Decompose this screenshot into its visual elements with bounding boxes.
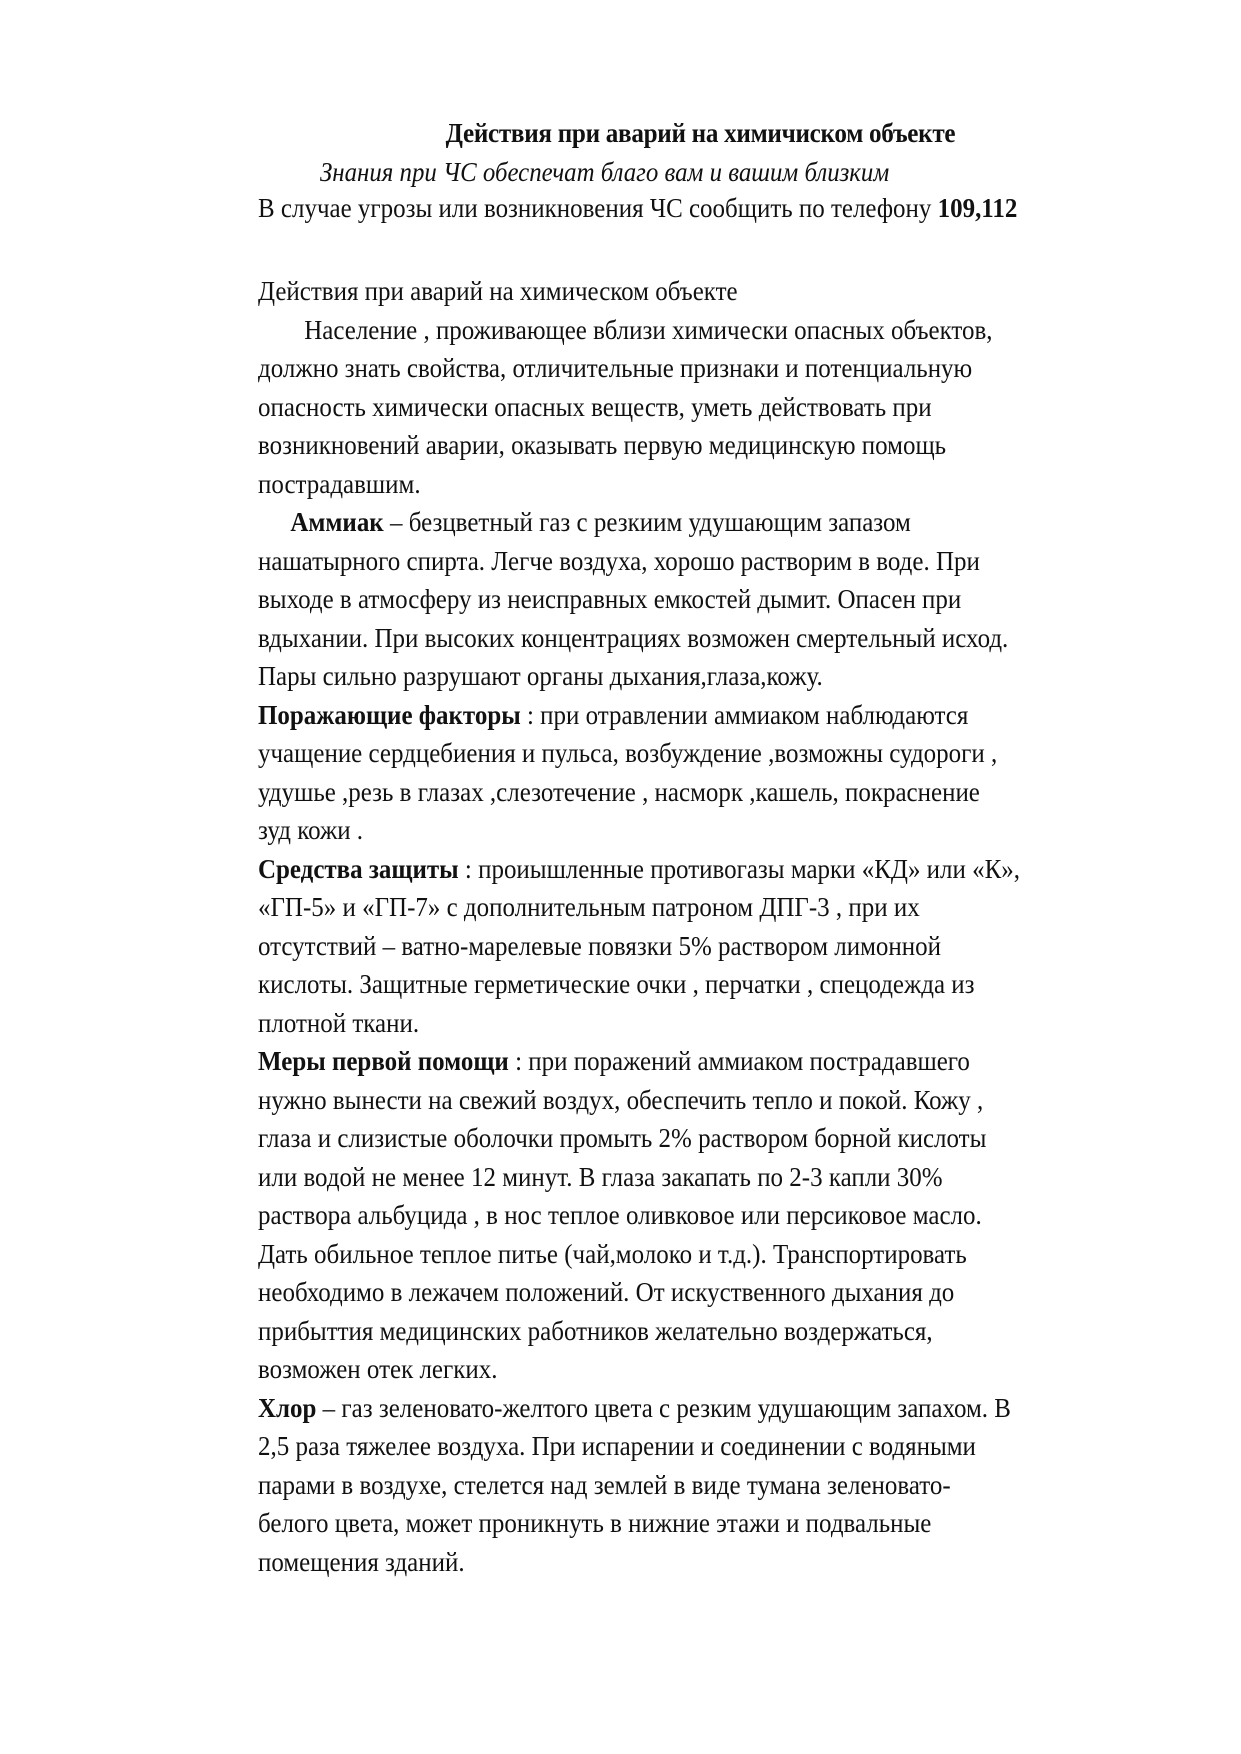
- paragraph-line: раствора альбуцида , в нос теплое оливковое или персиковое масло.: [258, 1200, 982, 1230]
- chlorine-paragraph: [258, 1389, 1158, 1582]
- protection-paragraph: [258, 850, 1158, 1043]
- first-aid-term: Меры первой помощи: [258, 1046, 509, 1076]
- document-title: [49, 118, 1203, 149]
- document-body: [258, 272, 1158, 1581]
- first-aid-first-line: : при поражений аммиаком пострадавшего: [508, 1046, 970, 1076]
- paragraph-line: удушье ,резь в глазах ,слезотечение , насморк ,кашель, покраснение: [258, 776, 980, 807]
- paragraph-line: возникновений аварии, оказывать первую медицинскую помощь: [258, 430, 947, 460]
- paragraph-line: [258, 503, 1091, 542]
- paragraph-line: опасность химически опасных веществ, уметь действовать при: [258, 391, 932, 422]
- paragraph-line: «ГП-5» и «ГП-7» с дополнительным патроном ДПГ-3 , при их: [258, 892, 920, 922]
- protection-first-line: : проиышленные противогазы марки «КД» или «К»,: [458, 853, 1020, 884]
- paragraph-line: плотной ткани.: [258, 1007, 420, 1038]
- ammonia-term: Аммиак: [290, 507, 384, 537]
- paragraph-line: парами в воздухе, стелется над землей в виде тумана зеленовато-: [258, 1469, 951, 1500]
- intro-paragraph: [258, 311, 1158, 504]
- emergency-hotline: [258, 193, 1017, 224]
- paragraph-line: необходимо в лежачем положений. От искуственного дыхания до: [258, 1277, 955, 1307]
- paragraph-line: Пары сильно разрушают органы дыхания,глаза,кожу.: [258, 661, 823, 691]
- section-heading: Действия при аварий на химическом объекте: [258, 276, 738, 306]
- paragraph-line: белого цвета, может проникнуть в нижние этажи и подвальные: [258, 1508, 932, 1538]
- paragraph-line: вдыхании. При высоких концентрациях возможен смертельный исход.: [258, 622, 1009, 653]
- paragraph-line: 2,5 раза тяжелее воздуха. При испарении и соединении с водяными: [258, 1431, 976, 1461]
- paragraph-line: нашатырного спирта. Легче воздуха, хорошо растворим в воде. При: [258, 545, 980, 576]
- paragraph-line: [258, 1389, 1091, 1428]
- paragraph-line: выходе в атмосферу из неисправных емкостей дымит. Опасен при: [258, 584, 962, 614]
- paragraph-line: должно знать свойства, отличительные признаки и потенциальную: [258, 353, 973, 383]
- document-title-text: Действия при аварий на химичиском объекте: [445, 118, 956, 148]
- ammonia-first-line: – безцветный газ с резкиим удушающим запазом: [383, 507, 911, 537]
- paragraph-line: Дать обильное теплое питье (чай,молоко и т.д.). Транспортировать: [258, 1238, 967, 1269]
- hotline-text: В случае угрозы или возникновения ЧС сообщить по телефону: [258, 193, 938, 223]
- paragraph-line: [258, 696, 1091, 735]
- paragraph-line: кислоты. Защитные герметические очки , перчатки , спецодежда из: [258, 969, 975, 999]
- protection-term: Средства защиты: [258, 853, 459, 884]
- document-subtitle: Знания при ЧС обеспечат благо вам и вашим близким: [320, 157, 890, 187]
- paragraph-line: Население , проживающее вблизи химически опасных объектов,: [304, 314, 993, 345]
- first-aid-paragraph: [258, 1042, 1158, 1389]
- chlorine-term: Хлор: [258, 1392, 317, 1423]
- paragraph-line: [258, 1042, 1091, 1081]
- paragraph-line: отсутствий – ватно-марелевые повязки 5% раствором лимонной: [258, 930, 941, 961]
- paragraph-line: или водой не менее 12 минут. В глаза закапать по 2-3 капли 30%: [258, 1161, 943, 1192]
- paragraph-line: [258, 850, 1091, 889]
- paragraph-line: глаза и слизистые оболочки промыть 2% раствором борной кислоты: [258, 1123, 987, 1153]
- paragraph-line: учащение сердцебиения и пульса, возбуждение ,возможны судороги ,: [258, 738, 998, 768]
- paragraph-line: прибыттия медицинских работников желательно воздержаться,: [258, 1315, 933, 1346]
- chlorine-first-line: – газ зеленовато-желтого цвета с резким удушающим запахом. В: [316, 1392, 1011, 1423]
- paragraph-line: пострадавшим.: [258, 468, 421, 499]
- hotline-numbers: 109,112: [937, 193, 1018, 223]
- paragraph-line: возможен отек легких.: [258, 1354, 498, 1384]
- damaging-factors-first-line: : при отравлении аммиаком наблюдаются: [520, 699, 969, 730]
- damaging-factors-term: Поражающие факторы: [258, 699, 521, 730]
- paragraph-line: зуд кожи .: [258, 815, 364, 845]
- ammonia-paragraph: [258, 503, 1158, 696]
- paragraph-line: нужно вынести на свежий воздух, обеспечить тепло и покой. Кожу ,: [258, 1084, 984, 1115]
- damaging-factors-paragraph: [258, 696, 1158, 850]
- paragraph-line: помещения зданий.: [258, 1546, 465, 1577]
